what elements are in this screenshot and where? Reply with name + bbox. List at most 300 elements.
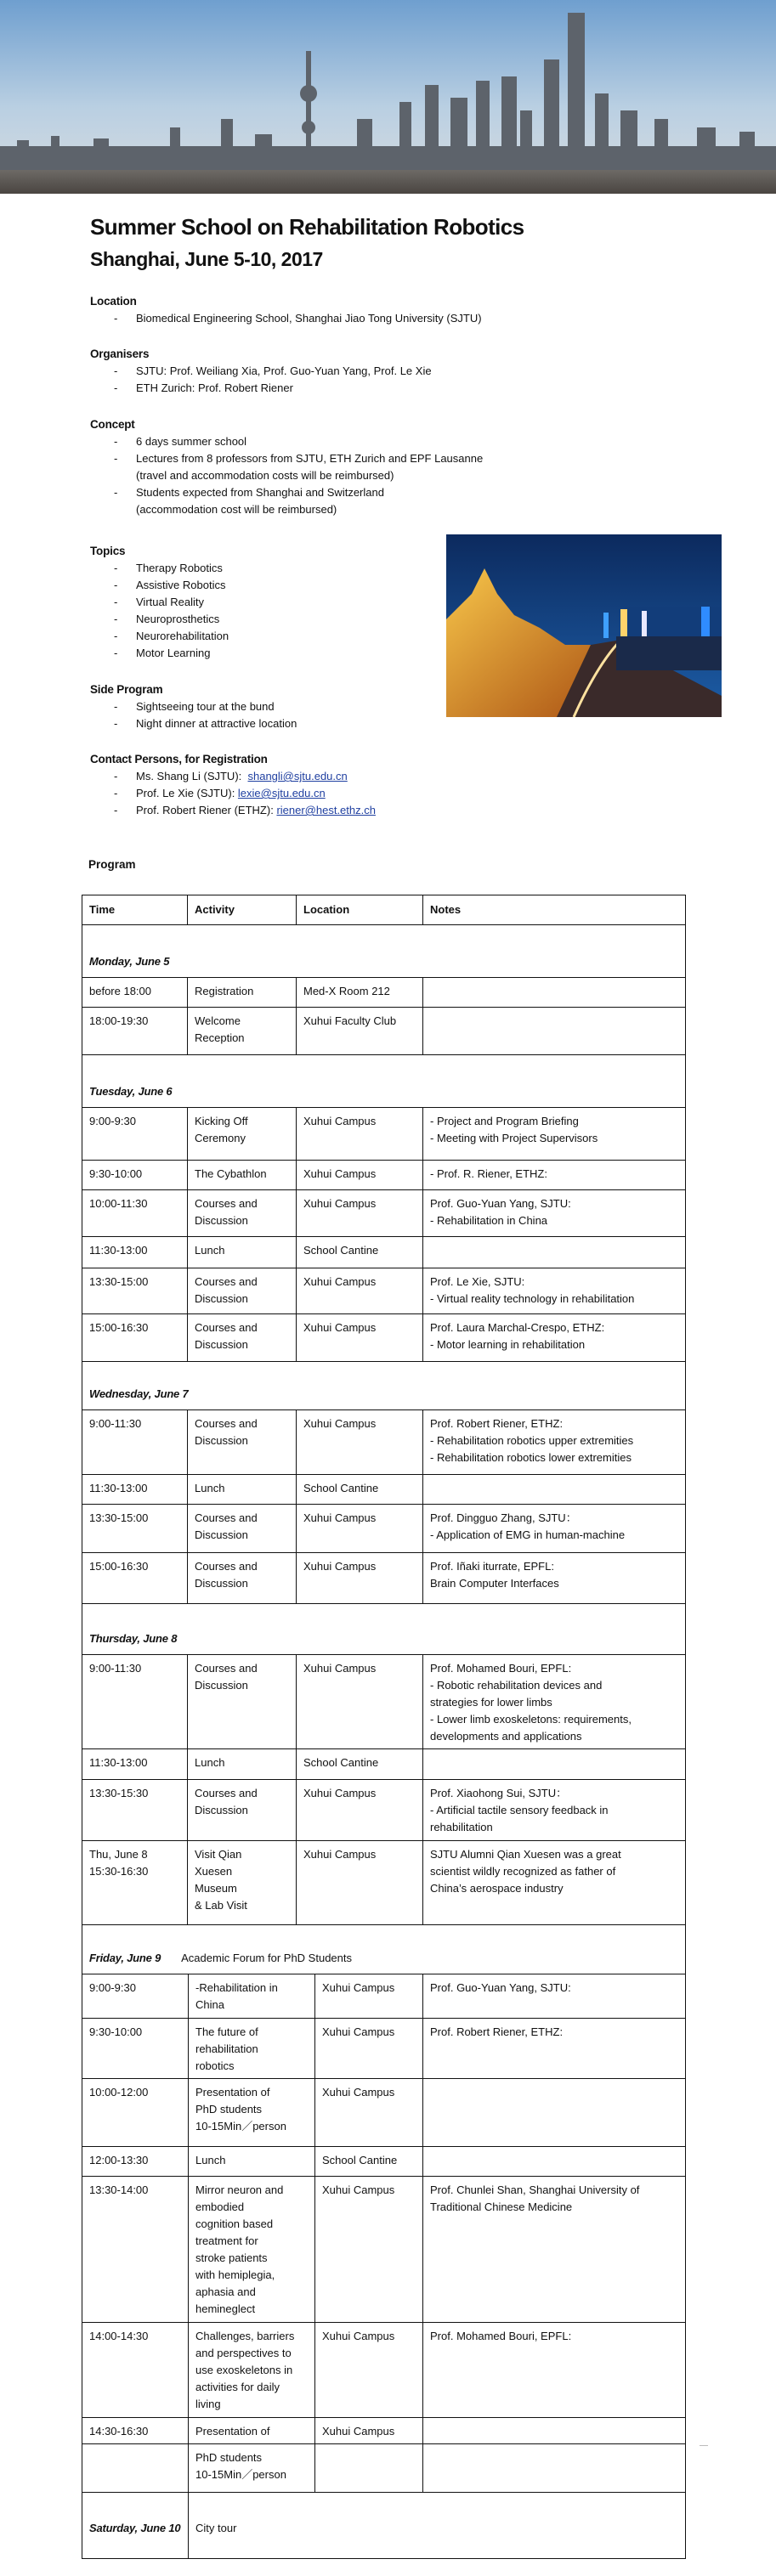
section-location [90, 293, 482, 327]
notes-cell [423, 1410, 686, 1475]
table-row [82, 1974, 686, 2019]
day-row [82, 925, 686, 978]
time-cell [82, 1655, 188, 1749]
cell-line: living [195, 2398, 221, 2410]
location-cell [315, 2444, 423, 2493]
cell-line: stroke patients [195, 2251, 268, 2264]
activity-cell [189, 2147, 315, 2177]
notes-cell [423, 1749, 686, 1780]
notes-cell [423, 1008, 686, 1055]
email-link[interactable]: lexie@sjtu.edu.cn [237, 787, 326, 799]
cell-line: Xuhui Campus [303, 1787, 377, 1799]
table-row [82, 1655, 686, 1749]
cell-line: Xuhui Campus [303, 1167, 377, 1180]
time-cell [82, 1161, 188, 1190]
cell-line: The Cybathlon [195, 1167, 267, 1180]
cell-line: Discussion [195, 1577, 248, 1590]
activity-cell [189, 2177, 315, 2323]
cell-line: - Rehabilitation robotics upper extremities [430, 1434, 634, 1447]
cell-line: scientist wildly recognized as father of [430, 1865, 616, 1878]
program-table [82, 895, 686, 1925]
cell-line: SJTU Alumni Qian Xuesen was a great [430, 1848, 621, 1861]
cell-line: 13:30-15:00 [89, 1275, 149, 1288]
activity-cell [189, 2444, 315, 2493]
list-item: - 6 days summer school [114, 435, 247, 448]
location-cell [297, 1410, 423, 1475]
list-item: - Neurorehabilitation [114, 630, 229, 642]
location-cell [297, 1749, 423, 1780]
cell-line: Discussion [195, 1292, 248, 1305]
cell-line: 14:00-14:30 [89, 2330, 149, 2342]
cell-line: 10:00-11:30 [89, 1197, 148, 1210]
activity-cell [189, 2323, 315, 2418]
day-label: Tuesday, June 6 [89, 1085, 173, 1098]
email-link[interactable]: riener@hest.ethz.ch [276, 804, 376, 816]
section-heading: Contact Persons, for Registration [90, 753, 268, 765]
cell-line: Courses and [195, 1511, 258, 1524]
activity-cell [188, 1008, 297, 1055]
cell-line: Registration [195, 985, 254, 997]
location-cell [297, 1475, 423, 1505]
activity-cell [188, 1505, 297, 1553]
cell-line: Xuesen [195, 1865, 233, 1878]
time-cell [82, 1108, 188, 1161]
day-cell [82, 1055, 686, 1108]
cell-line: - Application of EMG in human-machine [430, 1528, 626, 1541]
activity-cell [188, 1841, 297, 1925]
cell-line: Lunch [195, 2154, 226, 2166]
notes-cell [423, 1237, 686, 1268]
cell-line: 11:30-13:00 [89, 1482, 148, 1494]
day-label: Thursday, June 8 [89, 1632, 178, 1645]
cell-line: Challenges, barriers [195, 2330, 295, 2342]
time-cell [82, 1237, 188, 1268]
notes-cell [423, 1475, 686, 1505]
list-item: - Lectures from 8 professors from SJTU, ETH Zurich and EPF Lausanne [114, 452, 484, 465]
time-cell [82, 1780, 188, 1841]
list-item-continuation: (travel and accommodation costs will be reimbursed) [136, 469, 394, 482]
table-row [82, 2079, 686, 2147]
day-note: Academic Forum for PhD Students [181, 1952, 352, 1964]
cell-line: Xuhui Campus [322, 2086, 395, 2099]
shanghai-skyline-banner [0, 0, 776, 194]
cell-line: Discussion [195, 1434, 248, 1447]
location-cell [297, 1161, 423, 1190]
table-row [82, 1108, 686, 1161]
cell-line: Xuhui Campus [303, 1560, 377, 1573]
list-item: - Virtual Reality [114, 596, 204, 608]
cell-line: aphasia and [195, 2285, 256, 2298]
location-cell [315, 2177, 423, 2323]
cell-line: Prof. Mohamed Bouri, EPFL: [430, 1662, 572, 1675]
activity-cell [188, 1780, 297, 1841]
cell-line: Prof. Laura Marchal-Crespo, ETHZ: [430, 1321, 605, 1334]
table-row [82, 1475, 686, 1505]
cell-line: - Lower limb exoskeletons: requirements, [430, 1713, 632, 1726]
location-cell [297, 1841, 423, 1925]
cell-line: 14:30-16:30 [89, 2425, 149, 2438]
cell-line: Xuhui Campus [303, 1417, 377, 1430]
cell-line: 15:00-16:30 [89, 1560, 149, 1573]
section-concept [90, 416, 483, 518]
activity-cell [188, 1410, 297, 1475]
time-cell [82, 1410, 188, 1475]
cell-line: PhD students [195, 2103, 263, 2116]
activity-cell [188, 1268, 297, 1314]
activity-cell [188, 1108, 297, 1161]
cell-line: China [195, 1998, 224, 2011]
cell-line: Courses and [195, 1662, 258, 1675]
activity-cell [188, 1190, 297, 1237]
cell-line: Courses and [195, 1197, 258, 1210]
section-heading: Topics [90, 545, 126, 557]
table-row [82, 1780, 686, 1841]
cell-line: School Cantine [303, 1244, 379, 1257]
table-row [82, 2147, 686, 2177]
cell-line: use exoskeletons in [195, 2364, 293, 2376]
location-cell [297, 1780, 423, 1841]
time-cell [82, 1475, 188, 1505]
table-row [82, 1749, 686, 1780]
cell-line: and perspectives to [195, 2347, 292, 2359]
cell-line: hemineglect [195, 2302, 256, 2315]
day-row [82, 2493, 686, 2559]
column-header-time: Time [82, 895, 188, 925]
program-label: Program [88, 858, 136, 871]
cell-line: Xuhui Campus [303, 1511, 377, 1524]
cell-line: embodied [195, 2200, 245, 2213]
day-label: Monday, June 5 [89, 955, 170, 968]
table-row [82, 2323, 686, 2418]
cell-line: - Motor learning in rehabilitation [430, 1338, 586, 1351]
table-row [82, 1190, 686, 1237]
activity-cell [188, 1314, 297, 1362]
time-cell [82, 1190, 188, 1237]
location-cell [297, 1190, 423, 1237]
time-cell [82, 2323, 189, 2418]
table-row [82, 2418, 686, 2444]
cell-line: Discussion [195, 1528, 248, 1541]
cell-line: 10-15Min／person [195, 2120, 286, 2133]
cell-line: 9:00-11:30 [89, 1662, 142, 1675]
cell-line: - Meeting with Project Supervisors [430, 1132, 598, 1144]
cell-line: 11:30-13:00 [89, 1244, 148, 1257]
cell-line: - Virtual reality technology in rehabilitation [430, 1292, 635, 1305]
time-cell [82, 1553, 188, 1604]
notes-cell [423, 1505, 686, 1553]
time-cell [82, 2444, 189, 2493]
cell-line: Xuhui Campus [322, 2330, 395, 2342]
time-cell [82, 2177, 189, 2323]
page-title: Summer School on Rehabilitation Robotics [90, 214, 524, 240]
location-cell [297, 1008, 423, 1055]
notes-cell [423, 1161, 686, 1190]
time-cell [82, 1268, 188, 1314]
location-cell [315, 2323, 423, 2418]
day-label: Friday, June 9 [89, 1952, 161, 1964]
time-cell [82, 2418, 189, 2444]
list-item: - Students expected from Shanghai and Switzerland [114, 486, 384, 499]
cell-line: 10-15Min／person [195, 2468, 286, 2481]
cell-line: Xuhui Campus [322, 2025, 395, 2038]
cell-line: China’s aerospace industry [430, 1882, 564, 1895]
cell-line: Brain Computer Interfaces [430, 1577, 559, 1590]
location-cell [297, 1237, 423, 1268]
cell-line: 10:00-12:00 [89, 2086, 149, 2099]
cell-line: Prof. Le Xie, SJTU: [430, 1275, 525, 1288]
cell-line: Lunch [195, 1756, 225, 1769]
notes-cell [423, 1553, 686, 1604]
column-header-notes: Notes [423, 895, 686, 925]
day-row [82, 1604, 686, 1655]
notes-cell [423, 1841, 686, 1925]
cell-line: 13:30-14:00 [89, 2183, 149, 2196]
contact-item: - Prof. Robert Riener (ETHZ): riener@hest.ethz.ch [114, 804, 376, 816]
cell-line: Reception [195, 1031, 245, 1044]
cell-line: Prof. Dingguo Zhang, SJTU： [430, 1511, 577, 1524]
location-cell [297, 1268, 423, 1314]
cell-line: 18:00-19:30 [89, 1014, 149, 1027]
activity-cell [188, 1655, 297, 1749]
contact-item: - Prof. Le Xie (SJTU): lexie@sjtu.edu.cn [114, 787, 326, 799]
cell-line: Courses and [195, 1275, 258, 1288]
cell-line: PhD students [195, 2451, 263, 2464]
cell-line: Kicking Off [195, 1115, 248, 1127]
activity-cell [188, 1475, 297, 1505]
cell-line: 13:30-15:00 [89, 1511, 149, 1524]
cell-line: Prof. Guo-Yuan Yang, SJTU: [430, 1197, 571, 1210]
location-cell [297, 1655, 423, 1749]
cell-line: Prof. Chunlei Shan, Shanghai University of [430, 2183, 640, 2196]
notes-cell [423, 2147, 686, 2177]
cell-line: rehabilitation [195, 2042, 258, 2055]
activity-cell [188, 1161, 297, 1190]
location-cell [297, 1108, 423, 1161]
cell-line: treatment for [195, 2234, 258, 2247]
table-row [82, 2177, 686, 2323]
list-item: - Motor Learning [114, 647, 211, 659]
cell-line: 9:00-9:30 [89, 1981, 136, 1994]
contact-item: - Ms. Shang Li (SJTU): shangli@sjtu.edu.cn [114, 770, 348, 782]
location-cell [315, 2079, 423, 2147]
notes-cell [423, 1108, 686, 1161]
activity-cell [188, 1553, 297, 1604]
location-cell [297, 1505, 423, 1553]
cell-line: Welcome [195, 1014, 241, 1027]
location-cell [297, 1553, 423, 1604]
cell-line: Courses and [195, 1417, 258, 1430]
cell-line: -Rehabilitation in [195, 1981, 278, 1994]
notes-cell [423, 1780, 686, 1841]
cell-line: developments and applications [430, 1730, 582, 1743]
day-cell [82, 2493, 189, 2559]
list-item: - Biomedical Engineering School, Shanghai Jiao Tong University (SJTU) [114, 312, 482, 325]
location-cell [315, 2147, 423, 2177]
activity-cell [189, 2418, 315, 2444]
cell-line: Prof. Mohamed Bouri, EPFL: [430, 2330, 572, 2342]
table-row [82, 2019, 686, 2079]
activity-cell [189, 1974, 315, 2019]
cell-line: Xuhui Campus [322, 1981, 395, 1994]
cell-line: 9:30-10:00 [89, 1167, 143, 1180]
time-cell [82, 1505, 188, 1553]
notes-cell [423, 2019, 686, 2079]
cell-line: 15:00-16:30 [89, 1321, 149, 1334]
day-row [82, 1925, 686, 1974]
table-row [82, 1008, 686, 1055]
cell-line: Presentation of [195, 2086, 270, 2099]
cell-line: - Artificial tactile sensory feedback in [430, 1804, 609, 1816]
cell-line: strategies for lower limbs [430, 1696, 552, 1709]
cell-line: The future of [195, 2025, 258, 2038]
list-item: - SJTU: Prof. Weiliang Xia, Prof. Guo-Yuan Yang, Prof. Le Xie [114, 364, 432, 377]
day-cell [82, 1925, 686, 1974]
table-row [82, 2444, 686, 2493]
cell-line: robotics [195, 2059, 235, 2072]
list-item-continuation: (accommodation cost will be reimbursed) [136, 503, 337, 516]
notes-cell [423, 1314, 686, 1362]
cell-line: with hemiplegia, [195, 2268, 275, 2281]
time-cell [82, 1008, 188, 1055]
cell-line: Xuhui Campus [303, 1275, 377, 1288]
location-cell [315, 1974, 423, 2019]
list-item: - ETH Zurich: Prof. Robert Riener [114, 381, 293, 394]
location-cell [315, 2019, 423, 2079]
cell-line: Prof. Guo-Yuan Yang, SJTU: [430, 1981, 571, 1994]
notes-cell [423, 2177, 686, 2323]
table-row [82, 1505, 686, 1553]
list-item: - Therapy Robotics [114, 562, 223, 574]
cell-line: Traditional Chinese Medicine [430, 2200, 573, 2213]
notes-cell [423, 2323, 686, 2418]
cell-line: Xuhui Campus [322, 2183, 395, 2196]
notes-cell [423, 1268, 686, 1314]
cell-line: Lunch [195, 1482, 225, 1494]
activity-cell [188, 1749, 297, 1780]
section-heading: Organisers [90, 347, 150, 360]
activity-cell [189, 2019, 315, 2079]
time-cell [82, 2147, 189, 2177]
list-item: - Night dinner at attractive location [114, 717, 297, 730]
cell-line: Lunch [195, 1244, 225, 1257]
cell-line: 9:00-9:30 [89, 1115, 136, 1127]
activity-cell [188, 978, 297, 1008]
section-topics [90, 543, 229, 662]
cell-line: Mirror neuron and [195, 2183, 284, 2196]
cell-line: Xuhui Campus [322, 2425, 395, 2438]
notes-cell [423, 1190, 686, 1237]
cell-line: Prof. Xiaohong Sui, SJTU： [430, 1787, 568, 1799]
day-cell [82, 1362, 686, 1410]
cell-line: 13:30-15:30 [89, 1787, 149, 1799]
activity-cell [189, 2493, 686, 2559]
cell-line: 9:00-11:30 [89, 1417, 142, 1430]
cell-line: cognition based [195, 2217, 274, 2230]
cell-line: Xuhui Campus [303, 1662, 377, 1675]
notes-cell [423, 1655, 686, 1749]
time-cell [82, 1749, 188, 1780]
cell-line: Xuhui Campus [303, 1321, 377, 1334]
cell-line: - Prof. R. Riener, ETHZ: [430, 1167, 547, 1180]
time-cell [82, 1314, 188, 1362]
table-row [82, 1268, 686, 1314]
cell-line: rehabilitation [430, 1821, 493, 1833]
time-cell [82, 1841, 188, 1925]
stray-mark [700, 2445, 708, 2446]
cell-line: 15:30-16:30 [89, 1865, 149, 1878]
list-item: - Assistive Robotics [114, 579, 226, 591]
table-row [82, 1410, 686, 1475]
cell-line: - Rehabilitation robotics lower extremities [430, 1451, 632, 1464]
cell-line: & Lab Visit [195, 1899, 247, 1912]
cell-line: School Cantine [303, 1756, 379, 1769]
cell-line: Presentation of [195, 2425, 270, 2438]
table-row [82, 1314, 686, 1362]
section-contacts [90, 751, 376, 819]
notes-cell [423, 2444, 686, 2493]
time-cell [82, 2019, 189, 2079]
cell-line: Ceremony [195, 1132, 246, 1144]
day-label: Saturday, June 10 [89, 2521, 181, 2534]
cell-line: School Cantine [303, 1482, 379, 1494]
activity-text: City tour [195, 2521, 237, 2534]
cell-line: Prof. Robert Riener, ETHZ: [430, 1417, 564, 1430]
location-cell [297, 1314, 423, 1362]
day-cell [82, 925, 686, 978]
list-item: - Sightseeing tour at the bund [114, 700, 275, 713]
location-cell [315, 2418, 423, 2444]
cell-line: Discussion [195, 1338, 248, 1351]
email-link[interactable]: shangli@sjtu.edu.cn [247, 770, 348, 782]
cell-line: Museum [195, 1882, 237, 1895]
table-row [82, 1161, 686, 1190]
cell-line: School Cantine [322, 2154, 398, 2166]
cell-line: 9:30-10:00 [89, 2025, 143, 2038]
activity-cell [188, 1237, 297, 1268]
table-row [82, 1841, 686, 1925]
cell-line: Visit Qian [195, 1848, 242, 1861]
day-cell [82, 1604, 686, 1655]
cell-line: Xuhui Campus [303, 1197, 377, 1210]
notes-cell [423, 1974, 686, 2019]
cell-line: before 18:00 [89, 985, 152, 997]
notes-cell [423, 2079, 686, 2147]
day-row [82, 1055, 686, 1108]
notes-cell [423, 2418, 686, 2444]
cell-line: - Project and Program Briefing [430, 1115, 579, 1127]
time-cell [82, 2079, 189, 2147]
column-header-location: Location [297, 895, 423, 925]
page-subtitle: Shanghai, June 5-10, 2017 [90, 248, 323, 270]
list-item: - Neuroprosthetics [114, 613, 220, 625]
time-cell [82, 1974, 189, 2019]
cell-line: Prof. Iñaki iturrate, EPFL: [430, 1560, 554, 1573]
cell-line: Med-X Room 212 [303, 985, 390, 997]
table-row [82, 978, 686, 1008]
cell-line: Discussion [195, 1679, 248, 1692]
table-row [82, 1237, 686, 1268]
activity-cell [189, 2079, 315, 2147]
day-row [82, 1362, 686, 1410]
program-table-friday-saturday [82, 1924, 686, 2559]
column-header-activity: Activity [188, 895, 297, 925]
cell-line: Prof. Robert Riener, ETHZ: [430, 2025, 564, 2038]
location-cell [297, 978, 423, 1008]
notes-cell [423, 978, 686, 1008]
section-heading: Location [90, 295, 137, 308]
section-heading: Side Program [90, 683, 163, 696]
cell-line: activities for daily [195, 2381, 280, 2393]
